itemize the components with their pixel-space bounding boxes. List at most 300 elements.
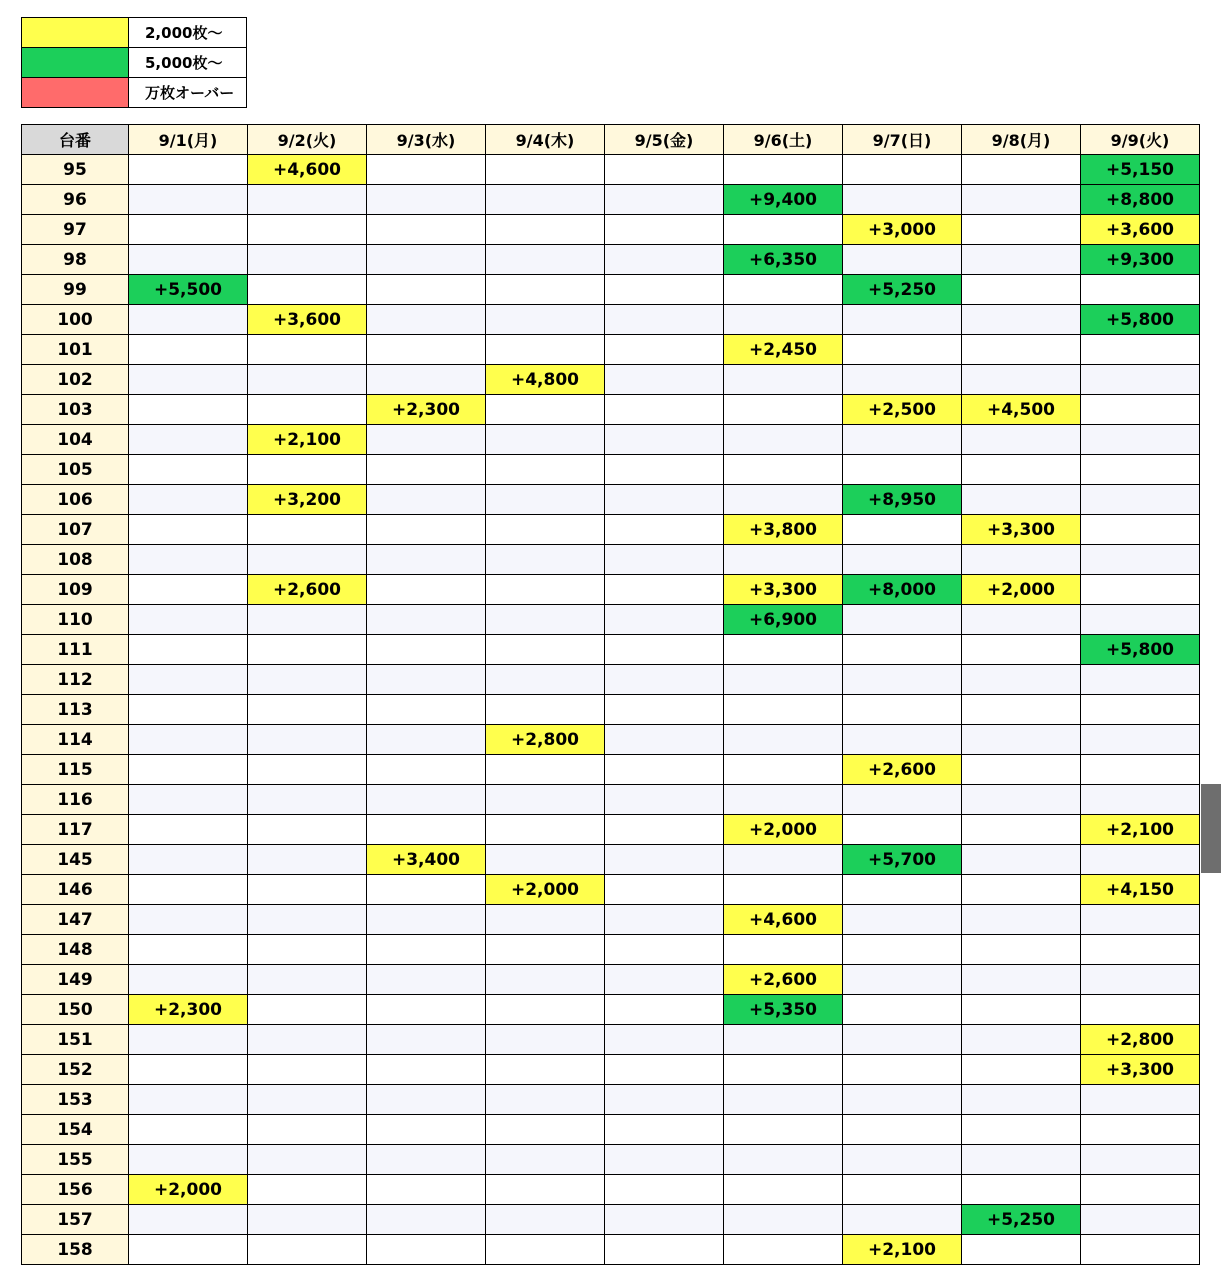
legend-table: [21, 17, 247, 108]
result-cell: [1081, 275, 1200, 305]
result-cell: [605, 965, 724, 995]
result-cell: [486, 785, 605, 815]
result-cell: [248, 275, 367, 305]
result-cell: [605, 725, 724, 755]
result-cell: [843, 455, 962, 485]
result-cell: [486, 635, 605, 665]
result-cell: +3,300: [724, 575, 843, 605]
result-cell: [843, 1145, 962, 1175]
header-date: 9/5(金): [605, 125, 724, 155]
result-cell: [605, 1055, 724, 1085]
legend-row: [22, 18, 247, 48]
result-cell: [129, 395, 248, 425]
result-cell: [605, 1145, 724, 1175]
result-cell: [724, 785, 843, 815]
table-row: [22, 785, 1200, 815]
machine-number-cell: 114: [22, 725, 129, 755]
result-cell: +6,350: [724, 245, 843, 275]
result-cell: [605, 1025, 724, 1055]
result-cell: [248, 1235, 367, 1265]
result-cell: [962, 1085, 1081, 1115]
result-cell: [248, 605, 367, 635]
result-cell: [129, 515, 248, 545]
result-cell: [486, 905, 605, 935]
table-row: [22, 1085, 1200, 1115]
result-cell: [1081, 665, 1200, 695]
result-cell: [486, 335, 605, 365]
result-cell: +3,000: [843, 215, 962, 245]
result-cell: +2,000: [962, 575, 1081, 605]
result-cell: [367, 245, 486, 275]
result-cell: [248, 1085, 367, 1115]
result-cell: +2,800: [486, 725, 605, 755]
result-cell: [962, 455, 1081, 485]
result-cell: +3,600: [1081, 215, 1200, 245]
result-cell: [486, 935, 605, 965]
legend-row: [22, 78, 247, 108]
result-cell: [367, 305, 486, 335]
result-cell: [843, 1175, 962, 1205]
header-date: 9/3(水): [367, 125, 486, 155]
result-cell: [724, 275, 843, 305]
result-cell: [367, 785, 486, 815]
result-cell: +5,250: [962, 1205, 1081, 1235]
result-cell: [962, 965, 1081, 995]
result-cell: [486, 245, 605, 275]
result-cell: [486, 755, 605, 785]
result-cell: +3,300: [962, 515, 1081, 545]
result-cell: [605, 275, 724, 305]
result-cell: [1081, 1175, 1200, 1205]
result-cell: [248, 905, 367, 935]
result-cell: [129, 1085, 248, 1115]
machine-number-cell: 154: [22, 1115, 129, 1145]
result-cell: [605, 995, 724, 1025]
table-row: [22, 425, 1200, 455]
result-cell: +4,600: [248, 155, 367, 185]
result-cell: [367, 1115, 486, 1145]
table-row: [22, 995, 1200, 1025]
result-cell: [843, 1205, 962, 1235]
result-cell: [1081, 335, 1200, 365]
result-cell: +2,300: [129, 995, 248, 1025]
table-row: [22, 365, 1200, 395]
result-cell: [843, 785, 962, 815]
result-cell: [724, 755, 843, 785]
header-date: 9/7(日): [843, 125, 962, 155]
result-cell: [1081, 605, 1200, 635]
result-cell: [605, 1205, 724, 1235]
result-cell: [486, 305, 605, 335]
result-cell: [129, 245, 248, 275]
result-cell: [367, 935, 486, 965]
result-cell: [724, 395, 843, 425]
result-cell: +4,800: [486, 365, 605, 395]
result-cell: [724, 665, 843, 695]
result-cell: [129, 545, 248, 575]
result-cell: [1081, 935, 1200, 965]
result-cell: [1081, 785, 1200, 815]
result-cell: [367, 995, 486, 1025]
result-cell: +2,100: [843, 1235, 962, 1265]
result-cell: [367, 215, 486, 245]
result-cell: [605, 755, 724, 785]
result-cell: [843, 905, 962, 935]
result-cell: [962, 785, 1081, 815]
result-cell: [248, 1055, 367, 1085]
result-cell: [486, 815, 605, 845]
result-cell: [843, 515, 962, 545]
machine-number-cell: 113: [22, 695, 129, 725]
result-cell: [724, 425, 843, 455]
result-cell: +9,400: [724, 185, 843, 215]
table-row: [22, 815, 1200, 845]
machine-number-cell: 148: [22, 935, 129, 965]
result-cell: [486, 425, 605, 455]
result-cell: [605, 245, 724, 275]
result-cell: [1081, 545, 1200, 575]
result-cell: +5,700: [843, 845, 962, 875]
result-cell: [129, 1145, 248, 1175]
result-cell: [962, 605, 1081, 635]
result-cell: [129, 635, 248, 665]
machine-number-cell: 149: [22, 965, 129, 995]
table-row: [22, 1115, 1200, 1145]
result-cell: [1081, 1235, 1200, 1265]
result-cell: [962, 845, 1081, 875]
result-cell: [1081, 755, 1200, 785]
result-cell: [248, 455, 367, 485]
result-cell: [605, 515, 724, 545]
result-cell: +8,800: [1081, 185, 1200, 215]
result-cell: [367, 185, 486, 215]
result-cell: [1081, 1145, 1200, 1175]
result-cell: [605, 695, 724, 725]
result-cell: [129, 425, 248, 455]
result-cell: [605, 485, 724, 515]
legend-color-swatch: [22, 48, 129, 78]
result-cell: [843, 665, 962, 695]
result-cell: [129, 185, 248, 215]
result-cell: [367, 335, 486, 365]
result-cell: [605, 185, 724, 215]
result-cell: [486, 395, 605, 425]
result-cell: [1081, 485, 1200, 515]
result-cell: [843, 335, 962, 365]
result-cell: [367, 455, 486, 485]
result-cell: [367, 1175, 486, 1205]
table-row: [22, 485, 1200, 515]
result-cell: [486, 1235, 605, 1265]
result-cell: [724, 485, 843, 515]
result-cell: [367, 365, 486, 395]
result-cell: [962, 275, 1081, 305]
result-cell: [129, 965, 248, 995]
result-cell: +6,900: [724, 605, 843, 635]
machine-number-cell: 146: [22, 875, 129, 905]
result-cell: [605, 155, 724, 185]
result-cell: [605, 425, 724, 455]
result-cell: [962, 185, 1081, 215]
machine-number-cell: 100: [22, 305, 129, 335]
result-cell: [129, 695, 248, 725]
result-cell: [248, 395, 367, 425]
machine-number-cell: 152: [22, 1055, 129, 1085]
result-cell: [1081, 995, 1200, 1025]
header-date: 9/4(木): [486, 125, 605, 155]
result-cell: [962, 875, 1081, 905]
result-cell: [367, 485, 486, 515]
result-cell: [129, 305, 248, 335]
result-cell: [486, 995, 605, 1025]
result-cell: [605, 395, 724, 425]
result-cell: [367, 1235, 486, 1265]
result-cell: [962, 695, 1081, 725]
result-cell: [367, 965, 486, 995]
table-row: [22, 725, 1200, 755]
result-cell: +2,800: [1081, 1025, 1200, 1055]
result-cell: [962, 935, 1081, 965]
result-cell: [605, 845, 724, 875]
result-cell: +3,800: [724, 515, 843, 545]
table-row: [22, 695, 1200, 725]
result-cell: [486, 455, 605, 485]
result-cell: +2,100: [248, 425, 367, 455]
result-cell: [962, 755, 1081, 785]
result-cell: [367, 515, 486, 545]
result-cell: [486, 845, 605, 875]
result-cell: +8,000: [843, 575, 962, 605]
result-cell: [962, 725, 1081, 755]
result-cell: [486, 1145, 605, 1175]
machine-number-cell: 105: [22, 455, 129, 485]
result-cell: [724, 1175, 843, 1205]
machine-number-cell: 98: [22, 245, 129, 275]
table-row: [22, 845, 1200, 875]
result-cell: [248, 755, 367, 785]
result-cell: [843, 1055, 962, 1085]
result-cell: [724, 1235, 843, 1265]
result-cell: [724, 455, 843, 485]
result-cell: [962, 995, 1081, 1025]
result-cell: [486, 155, 605, 185]
result-cell: +2,000: [724, 815, 843, 845]
header-date: 9/1(月): [129, 125, 248, 155]
result-cell: [486, 515, 605, 545]
result-cell: [724, 695, 843, 725]
result-cell: [367, 755, 486, 785]
result-cell: +2,500: [843, 395, 962, 425]
result-cell: [367, 635, 486, 665]
table-row: [22, 545, 1200, 575]
result-cell: [724, 1145, 843, 1175]
result-cell: [843, 725, 962, 755]
result-cell: [724, 635, 843, 665]
result-cell: [962, 1055, 1081, 1085]
result-cell: [1081, 515, 1200, 545]
machine-number-cell: 115: [22, 755, 129, 785]
result-cell: [367, 815, 486, 845]
table-row: [22, 635, 1200, 665]
machine-number-cell: 106: [22, 485, 129, 515]
table-row: [22, 275, 1200, 305]
result-cell: [843, 545, 962, 575]
result-cell: [367, 545, 486, 575]
result-cell: [248, 1205, 367, 1235]
result-cell: [129, 155, 248, 185]
table-row: [22, 965, 1200, 995]
result-cell: [843, 635, 962, 665]
result-cell: [367, 1085, 486, 1115]
result-cell: [248, 995, 367, 1025]
result-cell: [486, 1085, 605, 1115]
result-cell: [962, 335, 1081, 365]
result-cell: [605, 1115, 724, 1145]
result-cell: [367, 1055, 486, 1085]
result-cell: [605, 1085, 724, 1115]
result-cell: +4,150: [1081, 875, 1200, 905]
result-cell: [962, 1145, 1081, 1175]
result-cell: +4,600: [724, 905, 843, 935]
result-cell: [248, 665, 367, 695]
result-cell: [486, 545, 605, 575]
vertical-scrollbar-thumb[interactable]: [1201, 784, 1221, 873]
result-cell: +2,450: [724, 335, 843, 365]
result-cell: [962, 1175, 1081, 1205]
result-cell: [962, 635, 1081, 665]
result-cell: [367, 605, 486, 635]
table-row: [22, 1025, 1200, 1055]
machine-number-cell: 112: [22, 665, 129, 695]
result-cell: +5,250: [843, 275, 962, 305]
result-cell: [129, 485, 248, 515]
result-cell: [1081, 425, 1200, 455]
table-row: [22, 575, 1200, 605]
machine-number-cell: 158: [22, 1235, 129, 1265]
result-cell: [1081, 1205, 1200, 1235]
result-cell: [129, 815, 248, 845]
result-cell: [962, 1115, 1081, 1145]
result-cell: [843, 965, 962, 995]
header-date: 9/6(土): [724, 125, 843, 155]
table-row: [22, 395, 1200, 425]
header-date: 9/8(月): [962, 125, 1081, 155]
table-row: [22, 935, 1200, 965]
machine-number-cell: 109: [22, 575, 129, 605]
machine-number-cell: 116: [22, 785, 129, 815]
table-row: [22, 215, 1200, 245]
result-cell: [248, 1025, 367, 1055]
legend-row: [22, 48, 247, 78]
result-cell: [129, 605, 248, 635]
machine-number-cell: 117: [22, 815, 129, 845]
result-cell: [1081, 1115, 1200, 1145]
result-cell: [486, 665, 605, 695]
result-cell: [129, 455, 248, 485]
result-cell: [843, 695, 962, 725]
result-cell: +9,300: [1081, 245, 1200, 275]
result-cell: [129, 335, 248, 365]
result-cell: [1081, 365, 1200, 395]
table-row: [22, 1145, 1200, 1175]
result-cell: [843, 815, 962, 845]
result-cell: [1081, 905, 1200, 935]
result-cell: [1081, 695, 1200, 725]
result-cell: [843, 1085, 962, 1115]
result-cell: [486, 1055, 605, 1085]
result-cell: [843, 605, 962, 635]
result-cell: [248, 365, 367, 395]
result-cell: [129, 845, 248, 875]
result-cell: [486, 605, 605, 635]
result-cell: [129, 1055, 248, 1085]
result-cell: [843, 1025, 962, 1055]
result-cell: [248, 725, 367, 755]
result-cell: [248, 545, 367, 575]
result-cell: [605, 455, 724, 485]
result-cell: [1081, 575, 1200, 605]
header-date: 9/9(火): [1081, 125, 1200, 155]
result-cell: [724, 1085, 843, 1115]
machine-number-cell: 103: [22, 395, 129, 425]
table-row: [22, 245, 1200, 275]
table-row: [22, 1175, 1200, 1205]
result-cell: [486, 185, 605, 215]
result-cell: [605, 875, 724, 905]
result-cell: [248, 785, 367, 815]
header-date: 9/2(火): [248, 125, 367, 155]
result-cell: +2,600: [724, 965, 843, 995]
result-cell: [248, 1115, 367, 1145]
result-cell: [367, 695, 486, 725]
result-cell: [129, 1115, 248, 1145]
machine-number-cell: 95: [22, 155, 129, 185]
result-cell: [129, 575, 248, 605]
result-cell: [129, 875, 248, 905]
result-cell: [724, 545, 843, 575]
table-row: [22, 305, 1200, 335]
result-cell: +3,200: [248, 485, 367, 515]
result-cell: [843, 995, 962, 1025]
table-row: [22, 905, 1200, 935]
result-cell: [367, 155, 486, 185]
table-row: [22, 1235, 1200, 1265]
result-cell: [605, 935, 724, 965]
result-cell: [129, 785, 248, 815]
result-cell: [248, 965, 367, 995]
result-cell: +2,000: [129, 1175, 248, 1205]
result-cell: [486, 575, 605, 605]
result-cell: [129, 755, 248, 785]
result-cell: [486, 215, 605, 245]
result-cell: +3,600: [248, 305, 367, 335]
result-cell: [486, 1115, 605, 1145]
machine-number-cell: 101: [22, 335, 129, 365]
machine-number-cell: 97: [22, 215, 129, 245]
result-cell: [843, 245, 962, 275]
result-cell: +5,800: [1081, 635, 1200, 665]
result-cell: [962, 155, 1081, 185]
machine-number-cell: 151: [22, 1025, 129, 1055]
result-cell: [962, 425, 1081, 455]
result-cell: +3,400: [367, 845, 486, 875]
machine-number-cell: 104: [22, 425, 129, 455]
result-cell: [962, 905, 1081, 935]
result-cell: [962, 545, 1081, 575]
result-cell: [724, 305, 843, 335]
result-cell: [843, 425, 962, 455]
result-cell: [367, 875, 486, 905]
